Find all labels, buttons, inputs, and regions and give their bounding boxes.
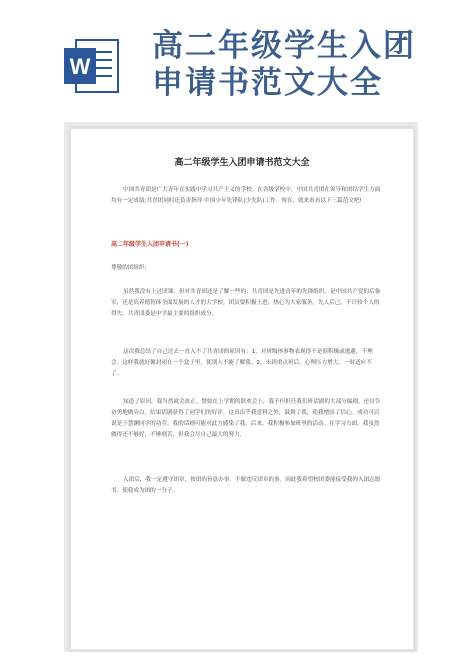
header-banner bbox=[0, 0, 474, 118]
section-heading: 高二年级学生入团申请书(一) bbox=[111, 241, 189, 248]
body-paragraph-3: 知道了原因，我当然就会改正。譬如在上学期的联欢会上，我不但担任我们班话剧的大部分编剧，还自告奋勇地做旁白，结果话剧获得了同学们的好评。这真出乎我意料之外，鼓舞了我，使我增添了信心。成功可以说是于慧渊同学的功劳，我的话剧可能对此方感染了我。后来，我积极参加班里的活动。在学习方面，我虽然做得还不够好，不够刻苦，但我会尽自己最大的努力。 bbox=[111, 399, 381, 438]
word-document-icon bbox=[62, 36, 122, 96]
svg-text:W: W bbox=[69, 54, 91, 79]
document-paper bbox=[70, 128, 414, 650]
body-paragraph-4: 入团后，我一定遵守团章，按团的旨意办事，不做违反团章的事。因此我希望校团委能接受我的入团志愿书，使我成为团的一分子。 bbox=[111, 477, 381, 494]
document-title: 高二年级学生入团申请书范文大全 bbox=[174, 158, 310, 168]
header-title-line2: 申请书范文大全 bbox=[152, 65, 383, 101]
header-title-line1: 高二年级学生入团 bbox=[152, 28, 416, 64]
header-title bbox=[152, 28, 452, 102]
intro-paragraph: 中国共青团是广大青年在实践中学习共产主义的学校。在各级学校中，中国共青团在领导和团结学生方面均有一定成绩;共青团同时还负责指导 中国少年先锋队(少先队)工作。现在，就来看看以下三篇范文吧! bbox=[111, 187, 381, 204]
body-paragraph-2: 这次我总结了自己过去一直入不了共青团的原因有：1，对班级体事物表现得不是很积极或逃避，不理会。这样我就好像封闭在一个盒子里，使别人不能了解我。2，未到重点班后，心理压力增大，一时适应不了。 bbox=[111, 349, 373, 377]
salutation: 尊敬的团组织: bbox=[111, 265, 147, 271]
body-paragraph-1: 虽然我没有上过团课，但对共青团还是了解一些的：共青团是先进青年的先锋组织，是中国共产党的后备军，还是培养德智体全面发展的人才的大学校。团员要积极上进，热心为大家服务，先人后己，不计较个人的得失。共青团委是中学最主要的组织成分。 bbox=[111, 289, 381, 317]
